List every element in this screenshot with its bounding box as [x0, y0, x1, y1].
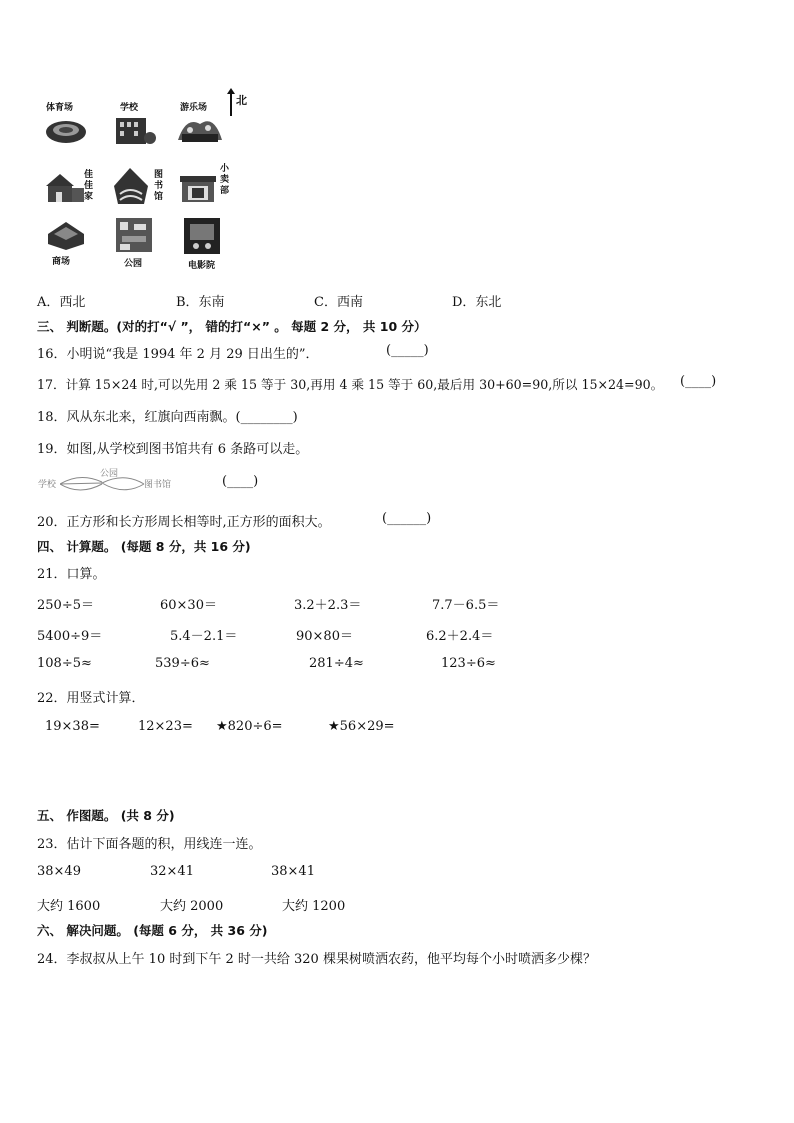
mental-calc-r1-c2: 60×30＝	[160, 598, 217, 613]
park-icon	[114, 216, 158, 256]
library-icon	[110, 164, 154, 204]
product-2: 32×41	[150, 864, 194, 879]
home-label: 佳佳家	[84, 170, 94, 202]
vertical-calc-2: 12×23=	[138, 719, 193, 734]
route-lines	[60, 472, 146, 494]
question-24: 24．李叔叔从上午 10 时到下午 2 时一共给 320 棵果树喷洒农药，他平均每个小时喷洒多少棵？	[37, 952, 596, 967]
q16-answer-blank[interactable]: (_____)	[386, 343, 429, 358]
playground-label: 游乐场	[180, 103, 208, 113]
mental-calc-r3-c1: 108÷5≈	[37, 656, 92, 671]
estimate-3: 大约 1200	[282, 899, 346, 914]
q19-answer-blank[interactable]: (____)	[222, 474, 259, 489]
estimate-2: 大约 2000	[160, 899, 224, 914]
question-16: 16．小明说“我是 1994 年 2 月 29 日出生的”．	[37, 347, 319, 362]
q20-answer-blank[interactable]: (______)	[382, 511, 432, 526]
section5-title: 五、 作图题。 (共 8 分)	[37, 808, 175, 823]
option-b: B．东南	[176, 295, 225, 310]
mall-label: 商场	[52, 257, 71, 267]
mental-calc-r2-c2: 5.4－2.1＝	[170, 629, 238, 644]
mental-calc-r1-c3: 3.2＋2.3＝	[294, 598, 362, 613]
home-icon	[42, 170, 86, 210]
direction-map	[40, 92, 260, 272]
question-21-title: 21．口算。	[37, 567, 106, 582]
library-label: 图书馆	[154, 170, 164, 202]
option-d: D．东北	[452, 295, 502, 310]
route-park-label: 公园	[100, 469, 119, 479]
q17-answer-blank[interactable]: (____)	[680, 374, 717, 389]
section6-title: 六、 解决问题。 (每题 6 分， 共 36 分)	[37, 923, 268, 938]
route-figure	[38, 466, 188, 496]
mental-calc-r2-c4: 6.2＋2.4＝	[426, 629, 494, 644]
mental-calc-r2-c1: 5400÷9＝	[37, 629, 103, 644]
cinema-label: 电影院	[188, 261, 216, 271]
school-label: 学校	[120, 103, 139, 113]
vertical-calc-4: ★56×29=	[328, 719, 395, 734]
mental-calc-r3-c4: 123÷6≈	[441, 656, 496, 671]
question-23-title: 23．估计下面各题的积，用线连一连。	[37, 837, 262, 852]
stadium-label: 体育场	[46, 103, 74, 113]
mental-calc-r2-c3: 90×80＝	[296, 629, 353, 644]
mental-calc-r3-c2: 539÷6≈	[155, 656, 210, 671]
cinema-icon	[182, 216, 226, 256]
route-library-label: 图书馆	[144, 480, 172, 490]
vertical-calc-3: ★820÷6=	[216, 719, 283, 734]
question-19: 19．如图,从学校到图书馆共有 6 条路可以走。	[37, 442, 309, 457]
north-label: 北	[236, 94, 247, 107]
north-arrow-icon	[230, 92, 232, 116]
option-a: A．西北	[37, 295, 86, 310]
park-label: 公园	[124, 259, 143, 269]
shop-icon	[178, 170, 222, 210]
question-20: 20．正方形和长方形周长相等时,正方形的面积大。	[37, 515, 331, 530]
question-17: 17．计算 15×24 时,可以先用 2 乘 15 等于 30,再用 4 乘 15 等于 60,最后用 30+60=90,所以 15×24=90。	[37, 377, 664, 392]
section3-title: 三、 判断题。(对的打“√ ”， 错的打“×” 。 每题 2 分， 共 10 分）	[37, 319, 427, 334]
question-18: 18．风从东北来，红旗向西南飘。(________)	[37, 410, 298, 425]
playground-icon	[176, 110, 220, 150]
product-3: 38×41	[271, 864, 315, 879]
route-school-label: 学校	[38, 480, 57, 490]
section4-title: 四、 计算题。 (每题 8 分，共 16 分)	[37, 539, 251, 554]
option-c: C．西南	[314, 295, 363, 310]
vertical-calc-1: 19×38=	[45, 719, 100, 734]
question-22-title: 22．用竖式计算．	[37, 691, 145, 706]
estimate-1: 大约 1600	[37, 899, 101, 914]
north-indicator	[230, 92, 247, 116]
product-1: 38×49	[37, 864, 81, 879]
shop-label: 小卖部	[220, 164, 230, 196]
mental-calc-r1-c4: 7.7－6.5＝	[432, 598, 500, 613]
mental-calc-r3-c3: 281÷4≈	[309, 656, 364, 671]
mental-calc-r1-c1: 250÷5＝	[37, 598, 94, 613]
stadium-icon	[44, 112, 88, 152]
school-icon	[112, 110, 156, 150]
